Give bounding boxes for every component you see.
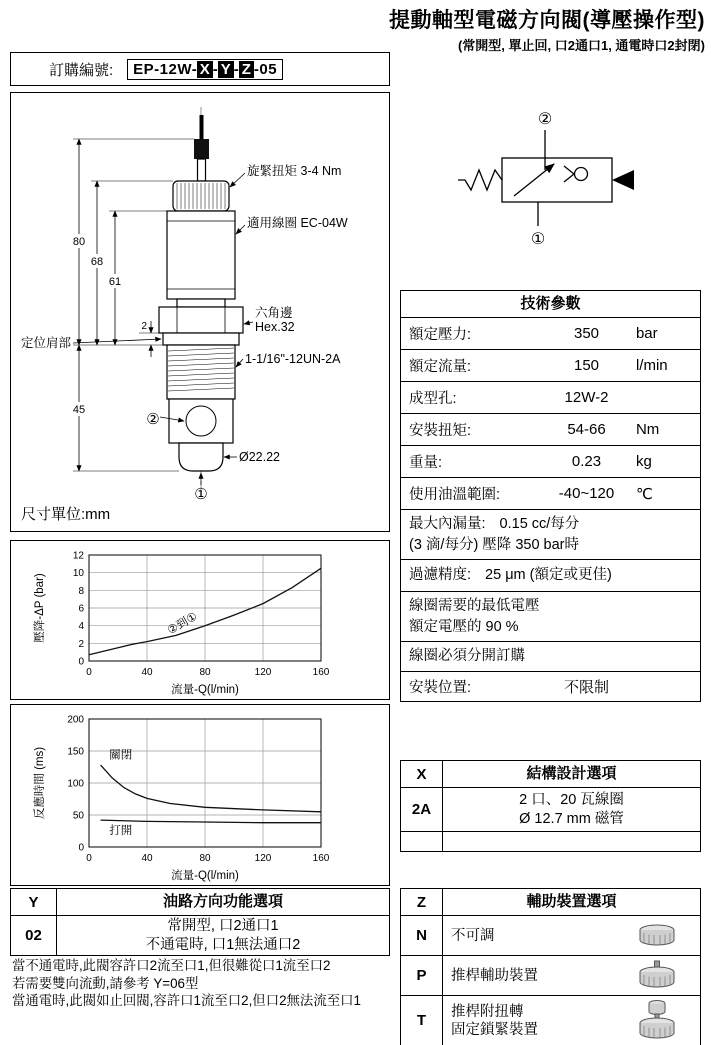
svg-text:反應時間 (ms): 反應時間 (ms) bbox=[34, 746, 46, 820]
param-value: 0.23 bbox=[571, 453, 602, 470]
svg-text:0: 0 bbox=[86, 667, 92, 678]
param-label: 重量: bbox=[409, 455, 443, 471]
param-label: 額定流量: bbox=[409, 359, 472, 375]
y-option-code: 02 bbox=[11, 916, 57, 955]
x-option-line2: Ø 12.7 mm 磁管 bbox=[519, 810, 624, 827]
y-option-line1: 常開型, 口2通口1 bbox=[167, 917, 279, 934]
svg-text:打開: 打開 bbox=[109, 825, 133, 838]
svg-text:160: 160 bbox=[312, 853, 330, 864]
z-table-title: 輔助裝置選項 bbox=[526, 893, 617, 910]
part-number bbox=[127, 59, 283, 80]
mount-value: 不限制 bbox=[563, 679, 609, 696]
part-prefix: EP-12W- bbox=[133, 60, 198, 78]
tech-row-temperature bbox=[401, 477, 700, 509]
param-unit: bar bbox=[635, 325, 658, 342]
pressure-drop-chart bbox=[11, 541, 389, 699]
coil-order-note: 線圈必須分開訂購 bbox=[409, 648, 525, 664]
tech-row-weight bbox=[401, 445, 700, 477]
y-table-header bbox=[11, 889, 389, 915]
x-option-row bbox=[401, 787, 700, 831]
hex-callout-line1: 六角邊 bbox=[255, 306, 293, 320]
z-option-row-t bbox=[401, 995, 700, 1045]
svg-text:160: 160 bbox=[312, 667, 330, 678]
diameter-callout: Ø22.22 bbox=[239, 450, 281, 464]
knurled-nut-knob-icon bbox=[614, 996, 700, 1045]
shoulder-callout: 定位肩部 bbox=[21, 336, 72, 350]
y-option-notes bbox=[12, 957, 394, 1010]
y-option-row bbox=[11, 915, 389, 955]
param-unit: kg bbox=[635, 453, 652, 470]
schematic-shapes bbox=[458, 130, 634, 226]
param-unit: l/min bbox=[635, 357, 668, 374]
svg-text:0: 0 bbox=[78, 842, 84, 854]
z-option-label: 不可調 bbox=[451, 927, 495, 944]
svg-text:②到①: ②到① bbox=[165, 610, 200, 638]
thread-callout: 1-1/16"-12UN-2A bbox=[245, 352, 341, 366]
svg-text:關閉: 關閉 bbox=[109, 749, 133, 762]
dim-2: 2 bbox=[141, 321, 147, 332]
valve-drawing bbox=[11, 93, 389, 531]
svg-text:150: 150 bbox=[67, 746, 84, 758]
tech-row-coil-order bbox=[401, 641, 700, 671]
leak-label: 最大內漏量: bbox=[409, 515, 486, 532]
dim-45: 45 bbox=[72, 404, 86, 416]
knurled-nut-icon bbox=[614, 916, 700, 955]
x-table-key: X bbox=[401, 761, 443, 787]
mount-label: 安裝位置: bbox=[409, 680, 472, 696]
tech-row-cavity bbox=[401, 381, 700, 413]
param-label: 使用油溫範圍: bbox=[409, 487, 501, 503]
tech-row-pressure bbox=[401, 317, 700, 349]
x-table-title: 結構設計選項 bbox=[526, 765, 617, 782]
param-value: -40~120 bbox=[558, 485, 615, 502]
z-option-label-line1: 推桿附扭轉 bbox=[451, 1003, 524, 1020]
y-option-line2: 不通電時, 口1無法通口2 bbox=[145, 936, 301, 953]
x-option-line1: 2 口、20 瓦線圈 bbox=[519, 791, 624, 808]
x-option-empty-row bbox=[401, 831, 700, 851]
param-value: 150 bbox=[573, 357, 600, 374]
svg-text:8: 8 bbox=[78, 585, 84, 597]
svg-text:流量-Q(l/min): 流量-Q(l/min) bbox=[171, 684, 239, 696]
part-y-placeholder: Y bbox=[218, 61, 234, 78]
tech-row-leakage bbox=[401, 509, 700, 559]
response-time-chart bbox=[11, 705, 389, 885]
dim-61: 61 bbox=[108, 276, 122, 288]
order-number-label: 訂購編號: bbox=[49, 61, 114, 79]
svg-text:0: 0 bbox=[86, 853, 92, 864]
z-option-code: P bbox=[401, 956, 443, 995]
svg-text:80: 80 bbox=[199, 667, 211, 678]
svg-text:200: 200 bbox=[67, 714, 84, 726]
title-block bbox=[389, 4, 705, 54]
filter-label: 過濾精度: bbox=[409, 567, 472, 583]
valve-body-shapes bbox=[159, 115, 243, 471]
tech-params-table bbox=[400, 290, 701, 702]
leak-condition: (3 滴/每分) 壓降 350 bar時 bbox=[409, 536, 580, 553]
z-option-row-n bbox=[401, 915, 700, 955]
schematic-port1: ① bbox=[530, 231, 546, 248]
svg-text:120: 120 bbox=[254, 667, 272, 678]
port2-marker: ② bbox=[146, 411, 160, 428]
hex-callout-line2: Hex.32 bbox=[255, 320, 295, 334]
response-time-chart-panel bbox=[10, 704, 390, 886]
param-value: 54-66 bbox=[567, 421, 606, 438]
dim-68: 68 bbox=[90, 256, 104, 268]
tech-params-title: 技術參數 bbox=[520, 295, 581, 312]
param-unit: Nm bbox=[635, 421, 660, 438]
dimension-labels bbox=[69, 234, 147, 416]
svg-text:50: 50 bbox=[72, 810, 84, 822]
y-note-line: 若需要雙向流動,請參考 Y=06型 bbox=[12, 975, 199, 991]
z-table-key: Z bbox=[401, 889, 443, 915]
svg-text:壓降-ΔP (bar): 壓降-ΔP (bar) bbox=[34, 573, 46, 643]
svg-text:120: 120 bbox=[254, 853, 272, 864]
z-options-table bbox=[400, 888, 701, 1045]
y-note-line: 當通電時,此閥如止回閥,容許口1流至口2,但口2無法流至口1 bbox=[12, 993, 361, 1008]
schematic-port2: ② bbox=[537, 111, 553, 128]
hydraulic-symbol bbox=[402, 96, 702, 266]
tech-row-torque bbox=[401, 413, 700, 445]
svg-text:12: 12 bbox=[72, 550, 84, 562]
svg-text:0: 0 bbox=[78, 656, 84, 668]
page-title: 提動軸型電磁方向閥(導壓操作型) bbox=[389, 9, 705, 32]
z-option-code: T bbox=[401, 996, 443, 1045]
svg-text:10: 10 bbox=[72, 568, 84, 580]
param-unit: ℃ bbox=[635, 485, 653, 503]
y-table-key: Y bbox=[11, 889, 57, 915]
svg-text:40: 40 bbox=[141, 667, 153, 678]
part-suffix: -05 bbox=[253, 60, 278, 78]
y-options-table bbox=[10, 888, 390, 956]
part-x-placeholder: X bbox=[197, 61, 213, 78]
torque-callout: 旋緊扭矩 3-4 Nm bbox=[247, 164, 342, 178]
param-label: 成型孔: bbox=[409, 391, 457, 407]
coil-callout: 適用線圈 EC-04W bbox=[247, 216, 348, 230]
knurled-nut-pin-icon bbox=[614, 956, 700, 995]
svg-text:100: 100 bbox=[67, 778, 84, 790]
leak-value: 0.15 cc/每分 bbox=[499, 515, 580, 532]
z-option-row-p bbox=[401, 955, 700, 995]
voltage-line1: 線圈需要的最低電壓 bbox=[409, 597, 540, 614]
dimension-unit-note: 尺寸單位:mm bbox=[21, 506, 111, 523]
svg-text:6: 6 bbox=[78, 603, 84, 615]
z-table-header bbox=[401, 889, 700, 915]
x-options-table bbox=[400, 760, 701, 852]
svg-text:流量-Q(l/min): 流量-Q(l/min) bbox=[171, 870, 239, 882]
voltage-line2: 額定電壓的 90 % bbox=[409, 618, 519, 635]
y-note-line: 當不通電時,此閥容許口2流至口1,但很難從口1流至口2 bbox=[12, 958, 331, 973]
param-label: 安裝扭矩: bbox=[409, 423, 472, 439]
port1-marker: ① bbox=[194, 486, 208, 503]
filter-value: 25 μm (額定或更佳) bbox=[485, 567, 612, 583]
z-option-code: N bbox=[401, 916, 443, 955]
x-table-header bbox=[401, 761, 700, 787]
param-value: 12W-2 bbox=[564, 389, 609, 406]
pressure-drop-chart-panel bbox=[10, 540, 390, 700]
z-option-label-line2: 固定鎖緊裝置 bbox=[451, 1021, 538, 1038]
page-subtitle: (常開型, 單止回, 口2通口1, 通電時口2封閉) bbox=[457, 38, 705, 53]
part-z-placeholder: Z bbox=[239, 61, 254, 78]
svg-text:2: 2 bbox=[78, 638, 84, 650]
param-label: 額定壓力: bbox=[409, 327, 472, 343]
z-option-label: 推桿輔助裝置 bbox=[451, 967, 538, 984]
tech-row-mounting bbox=[401, 671, 700, 701]
param-value: 350 bbox=[573, 325, 600, 342]
svg-text:4: 4 bbox=[78, 621, 84, 633]
svg-text:80: 80 bbox=[199, 853, 211, 864]
tech-row-filtration bbox=[401, 559, 700, 591]
order-number-box bbox=[10, 52, 390, 86]
tech-row-coil-voltage bbox=[401, 591, 700, 641]
part-sep1: - bbox=[212, 60, 219, 78]
valve-drawing-panel bbox=[10, 92, 390, 532]
dimension-lines bbox=[79, 139, 151, 471]
dim-80: 80 bbox=[72, 236, 86, 248]
x-option-code: 2A bbox=[401, 788, 443, 831]
y-table-title: 油路方向功能選項 bbox=[162, 893, 283, 910]
tech-row-flow bbox=[401, 349, 700, 381]
svg-text:40: 40 bbox=[141, 853, 153, 864]
part-sep2: - bbox=[233, 60, 240, 78]
